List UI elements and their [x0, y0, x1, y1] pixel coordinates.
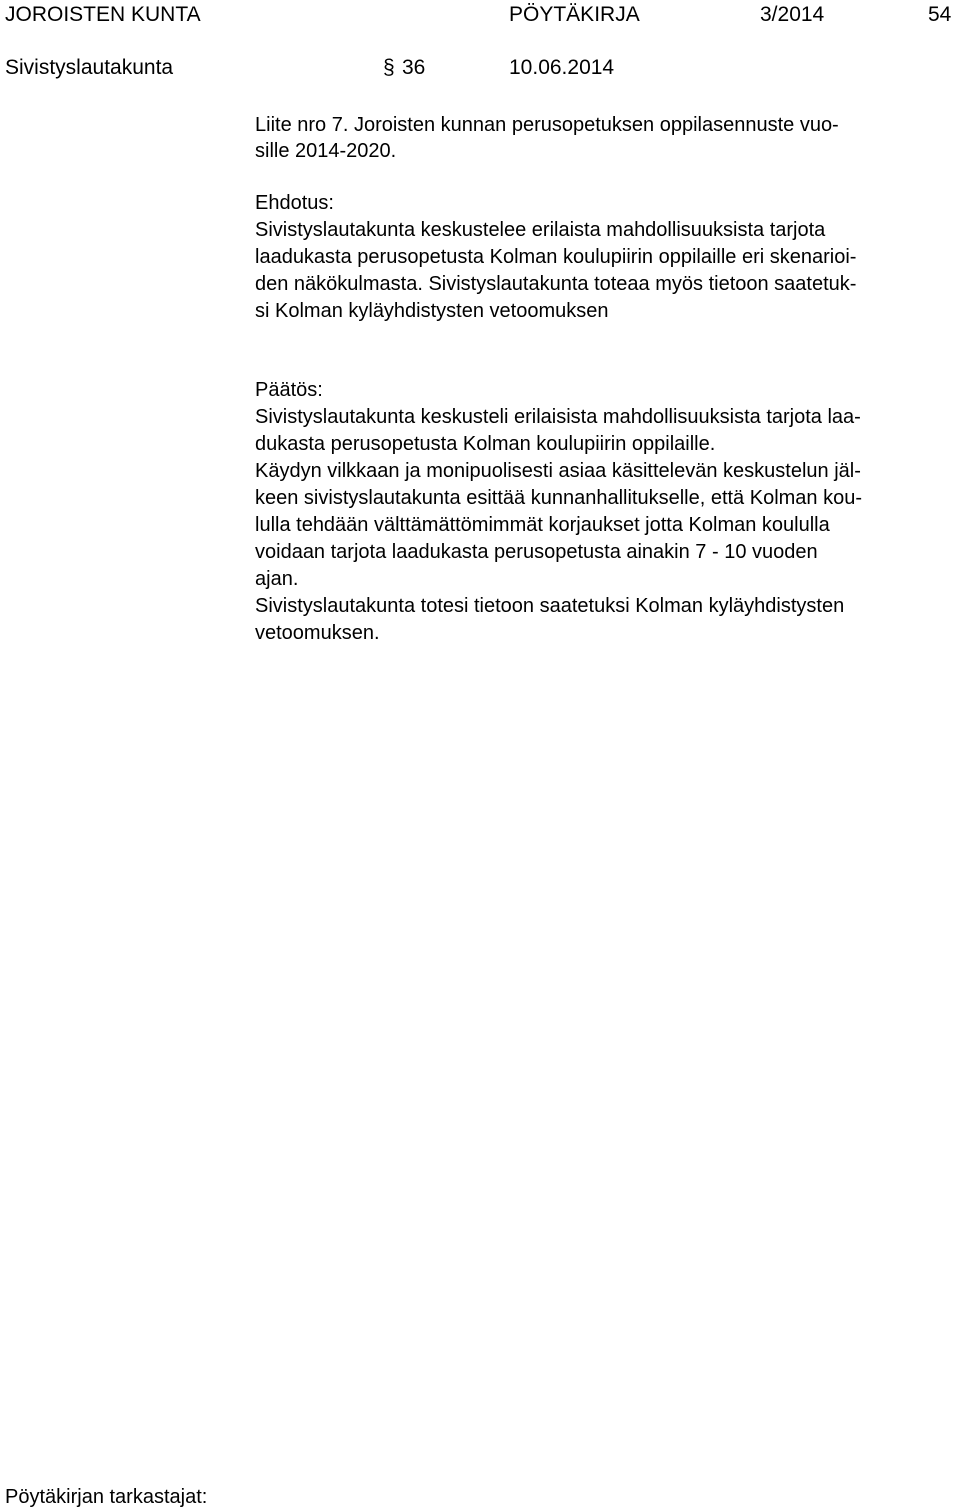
- meeting-date: 10.06.2014: [509, 56, 615, 79]
- proposal-heading: Ehdotus:: [255, 192, 334, 214]
- document-type: PÖYTÄKIRJA: [509, 3, 640, 26]
- decision-line: Sivistyslautakunta totesi tietoon saatetuksi Kolman kyläyhdistysten: [255, 595, 845, 617]
- decision-line: dukasta perusopetusta Kolman koulupiirin oppilaille.: [255, 433, 716, 455]
- decision-line: Sivistyslautakunta keskusteli erilaisista mahdollisuuksista tarjota laa-: [255, 406, 861, 428]
- decision-line: Käydyn vilkkaan ja monipuolisesti asiaa käsittelevän keskustelun jäl-: [255, 460, 861, 482]
- decision-line: lulla tehdään välttämättömimmät korjaukset jotta Kolman koululla: [255, 514, 830, 536]
- decision-heading: Päätös:: [255, 379, 323, 401]
- decision-line: vetoomuksen.: [255, 622, 380, 644]
- proposal-line: den näkökulmasta. Sivistyslautakunta toteaa myös tietoon saatetuk-: [255, 273, 857, 295]
- attachment-line: sille 2014-2020.: [255, 140, 397, 162]
- document-number: 3/2014: [760, 3, 825, 26]
- decision-line: voidaan tarjota laadukasta perusopetusta ainakin 7 - 10 vuoden: [255, 541, 818, 563]
- committee-name: Sivistyslautakunta: [5, 56, 174, 79]
- proposal-line: Sivistyslautakunta keskustelee erilaista mahdollisuuksista tarjota: [255, 219, 826, 241]
- section-symbol: §: [383, 56, 395, 79]
- municipality-name: JOROISTEN KUNTA: [5, 3, 201, 26]
- decision-line: keen sivistyslautakunta esittää kunnanhallitukselle, että Kolman kou-: [255, 487, 863, 509]
- proposal-line: si Kolman kyläyhdistysten vetoomuksen: [255, 300, 609, 322]
- decision-line: ajan.: [255, 568, 299, 590]
- section-number: 36: [402, 56, 426, 79]
- page-number: 54: [928, 3, 952, 26]
- proposal-line: laadukasta perusopetusta Kolman koulupiirin oppilaille eri skenarioi-: [255, 246, 857, 268]
- attachment-line: Liite nro 7. Joroisten kunnan perusopetuksen oppilasennuste vuo-: [255, 114, 839, 136]
- reviewers-label: Pöytäkirjan tarkastajat:: [5, 1486, 208, 1508]
